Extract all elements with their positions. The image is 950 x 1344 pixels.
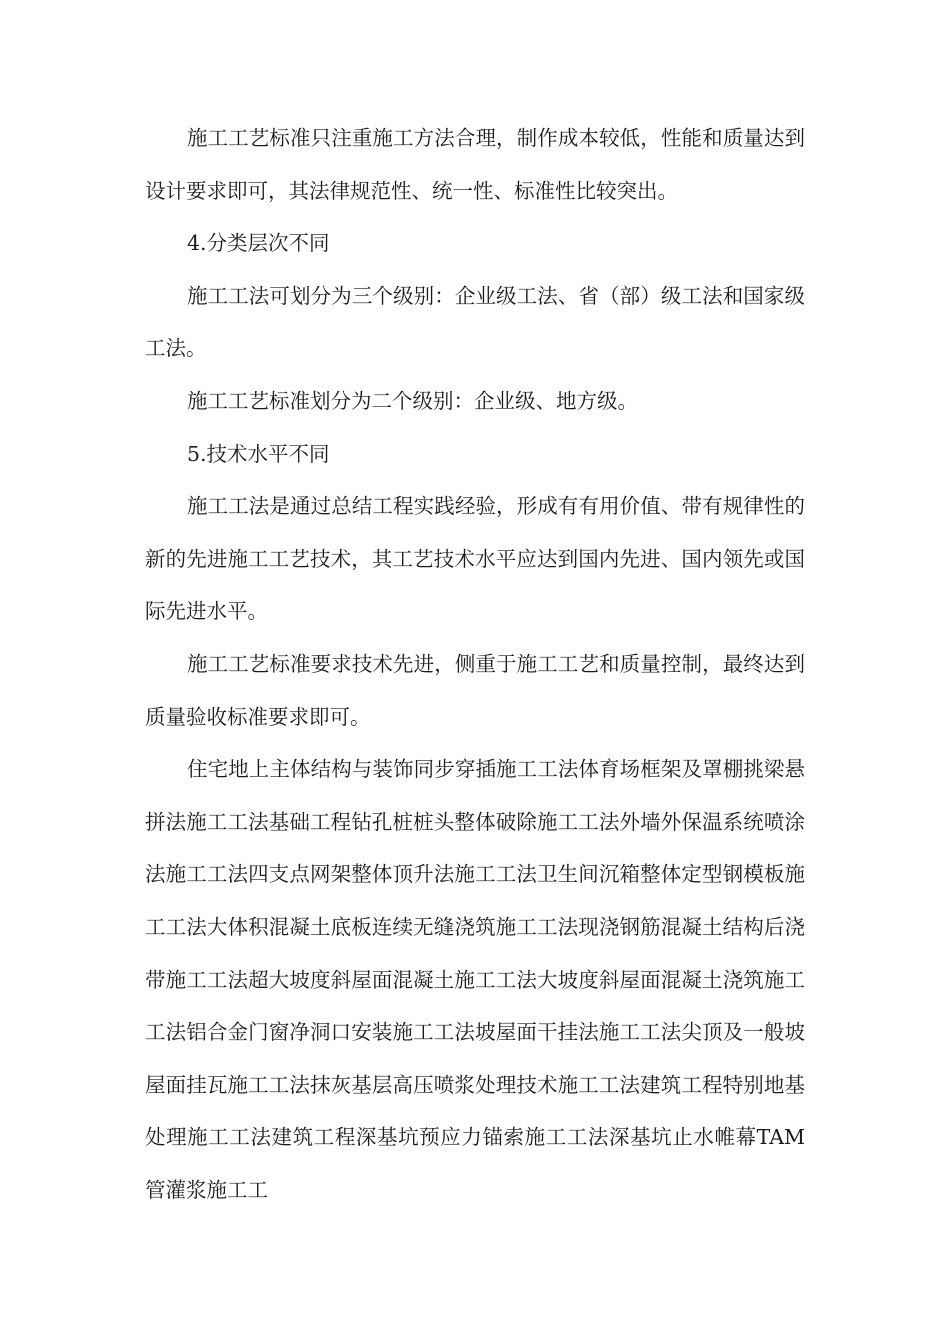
paragraph-1: 施工工艺标准只注重施工方法合理，制作成本较低，性能和质量达到设计要求即可，其法律规范性、统一性、标准性比较突出。: [145, 126, 805, 203]
paragraph-3: 施工工艺标准划分为二个级别：企业级、地方级。: [187, 388, 638, 413]
document-body: [145, 112, 805, 1216]
section-heading-5: 5.技术水平不同: [187, 441, 330, 466]
paragraph-4: 施工工法是通过总结工程实践经验，形成有有用价值、带有规律性的新的先进施工工艺技术，其工艺技术水平应达到国内先进、国内领先或国际先进水平。: [145, 494, 805, 624]
paragraph-2: 施工工法可划分为三个级别：企业级工法、省（部）级工法和国家级工法。: [145, 283, 805, 361]
paragraph-6: 住宅地上主体结构与装饰同步穿插施工工法体育场框架及罩棚挑梁悬拼法施工工法基础工程钻孔桩桩头整体破除施工工法外墙外保温系统喷涂法施工工法四支点网架整体顶升法施工工法卫生间沉箱整体定型钢模板施工工法大体积混凝土底板连续无缝浇筑施工工法现浇钢筋混凝土结构后浇带施工工法超大坡度斜屋面混凝土施工工法大坡度斜屋面混凝土浇筑施工工法铝合金门窗净洞口安装施工工法坡屋面干挂法施工工法尖顶及一般坡屋面挂瓦施工工法抹灰基层高压喷浆处理技术施工工法建筑工程特别地基处理施工工法建筑工程深基坑预应力锚索施工工法深基坑止水帷幕TAM管灌浆施工工: [145, 757, 805, 1202]
paragraph-5: 施工工艺标准要求技术先进，侧重于施工工艺和质量控制，最终达到质量验收标准要求即可。: [145, 651, 805, 729]
section-heading-4: 4.分类层次不同: [187, 231, 330, 256]
